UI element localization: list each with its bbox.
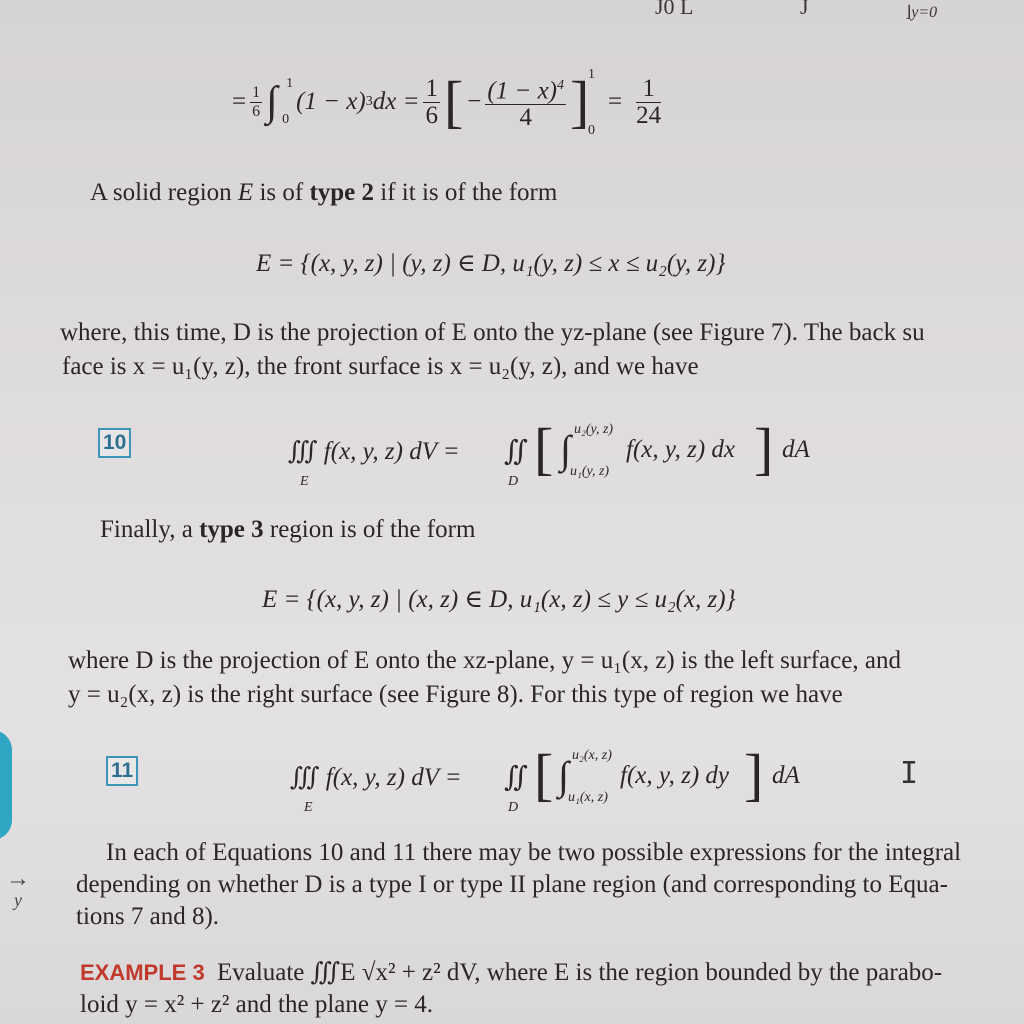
- intro-equation: [232, 62, 665, 142]
- paragraph-type2-line1: where, this time, D is the projection of E onto the yz-plane (see Figure 7). The back su: [60, 319, 925, 346]
- top-fragment-left: J0 L: [655, 0, 694, 19]
- left-bracket: [: [443, 69, 464, 134]
- integral-lower: 0: [282, 112, 290, 127]
- right-bracket-eval: [570, 67, 598, 138]
- eq11-upper: u₂(x, z): [572, 748, 612, 763]
- eq11-mid-sub: D: [508, 800, 519, 815]
- frac2-num: 1: [425, 74, 438, 102]
- top-fragment-right: ⌋y=0: [905, 4, 938, 21]
- example-label: EXAMPLE 3: [80, 960, 205, 985]
- frac2-den: 6: [425, 101, 438, 129]
- fraction-result: [636, 76, 661, 129]
- right-bracket: ]: [570, 69, 590, 134]
- paragraph-type2-line2: face is x = u₁(y, z), the front surface is x = u₂(y, z), and we have: [62, 353, 699, 380]
- eq10-lhs: ∭ f(x, y, z) dV =: [288, 438, 460, 465]
- equation-number-11: 11: [106, 756, 138, 786]
- integral-glyph: ∫: [266, 79, 278, 125]
- paragraph-note-line1: In each of Equations 10 and 11 there may be two possible expressions for the integral: [106, 839, 962, 866]
- inner-num-text: (1 − x): [487, 77, 558, 105]
- eq10-upper: u₂(y, z): [574, 422, 614, 437]
- eq10-lower: u₁(y, z): [570, 464, 610, 479]
- eq10-integral: ∫: [560, 427, 571, 472]
- frac-den: 6: [252, 102, 261, 120]
- fraction-one-sixth-2: [423, 76, 440, 129]
- eq11-lhs: ∭ f(x, y, z) dV =: [290, 764, 462, 791]
- eq10-left-bracket: [: [534, 416, 554, 481]
- result-num: 1: [636, 76, 661, 103]
- p1-text-a: A solid region: [90, 179, 238, 206]
- fraction-one-sixth: [250, 84, 262, 121]
- eq11-dA: dA: [772, 762, 800, 789]
- paragraph-note-line3: tions 7 and 8).: [76, 903, 220, 930]
- p1-text-b: is of: [253, 179, 310, 206]
- fraction-inner: [485, 73, 566, 131]
- eq10-mid-sub: D: [508, 474, 519, 489]
- example-3-line1: [80, 958, 942, 988]
- type3-bold: type 3: [199, 516, 264, 543]
- eq11-right-bracket: ]: [744, 742, 764, 807]
- paragraph-type2-intro: [90, 178, 557, 208]
- example-3-line2: loid y = x² + z² and the plane y = 4.: [80, 991, 434, 1018]
- double-integral-icon-2: ∬: [504, 762, 528, 793]
- margin-y-label: y: [14, 890, 22, 910]
- text-cursor-icon: I: [900, 756, 919, 791]
- top-fragment-limit: y=0: [911, 4, 938, 21]
- eq10-right-bracket: ]: [754, 416, 774, 481]
- paragraph-note-line2: depending on whether D is a type I or type II plane region (and corresponding to Equa-: [76, 871, 948, 898]
- example-line1-text: Evaluate ∭E √x² + z² dV, where E is the region bounded by the parabo-: [216, 959, 943, 986]
- inner-den: 4: [519, 104, 532, 132]
- type2-bold: type 2: [309, 179, 375, 206]
- double-integral-icon: ∬: [504, 436, 528, 467]
- eval-upper: 1: [588, 67, 596, 82]
- teal-margin-tab: [0, 730, 12, 840]
- integral-upper: 1: [286, 76, 294, 91]
- equals: =: [608, 88, 623, 115]
- eq10-dA: dA: [782, 436, 810, 463]
- integral-sign: [266, 78, 296, 126]
- p1-E: E: [237, 179, 254, 206]
- eq10-lhs-sub: E: [300, 474, 309, 489]
- eq-lead: =: [232, 88, 247, 115]
- p3-text-b: region is of the form: [263, 516, 476, 543]
- eq11-lower: u₁(x, z): [568, 790, 608, 805]
- eq11-integrand: f(x, y, z) dy: [620, 762, 729, 789]
- inner-exp: 4: [557, 77, 565, 93]
- paragraph-type3-line2: y = u₂(x, z) is the right surface (see Figure 8). For this type of region we have: [68, 681, 843, 708]
- paragraph-type3-line1: where D is the projection of E onto the xz-plane, y = u₁(x, z) is the left surface, and: [68, 647, 901, 674]
- result-den: 24: [636, 101, 662, 129]
- eq11-lhs-sub: E: [304, 800, 313, 815]
- set-definition-type2: E = {(x, y, z) | (y, z) ∈ D, u₁(y, z) ≤ x ≤ u₂(y, z)}: [256, 250, 726, 277]
- eq10-integrand: f(x, y, z) dx: [626, 436, 735, 463]
- p1-text-c: if it is of the form: [374, 179, 558, 206]
- set-definition-type3: E = {(x, y, z) | (x, z) ∈ D, u₁(x, z) ≤ y ≤ u₂(x, z)}: [262, 586, 736, 613]
- equation-number-10: 10: [98, 428, 131, 458]
- paragraph-type3-intro: [100, 515, 475, 545]
- integrand: (1 − x): [296, 88, 366, 115]
- margin-arrow-icon: →: [6, 866, 30, 892]
- inner-num: [485, 73, 566, 105]
- eval-lower: 0: [588, 123, 596, 138]
- dx-equals: dx =: [372, 88, 420, 115]
- top-fragment-mid: J: [800, 0, 809, 19]
- frac-num: 1: [252, 83, 261, 101]
- eq11-integral: ∫: [558, 753, 569, 798]
- minus: −: [467, 88, 482, 115]
- exponent: 3: [365, 94, 373, 109]
- eq11-left-bracket: [: [534, 742, 554, 807]
- p3-text-a: Finally, a: [100, 516, 200, 543]
